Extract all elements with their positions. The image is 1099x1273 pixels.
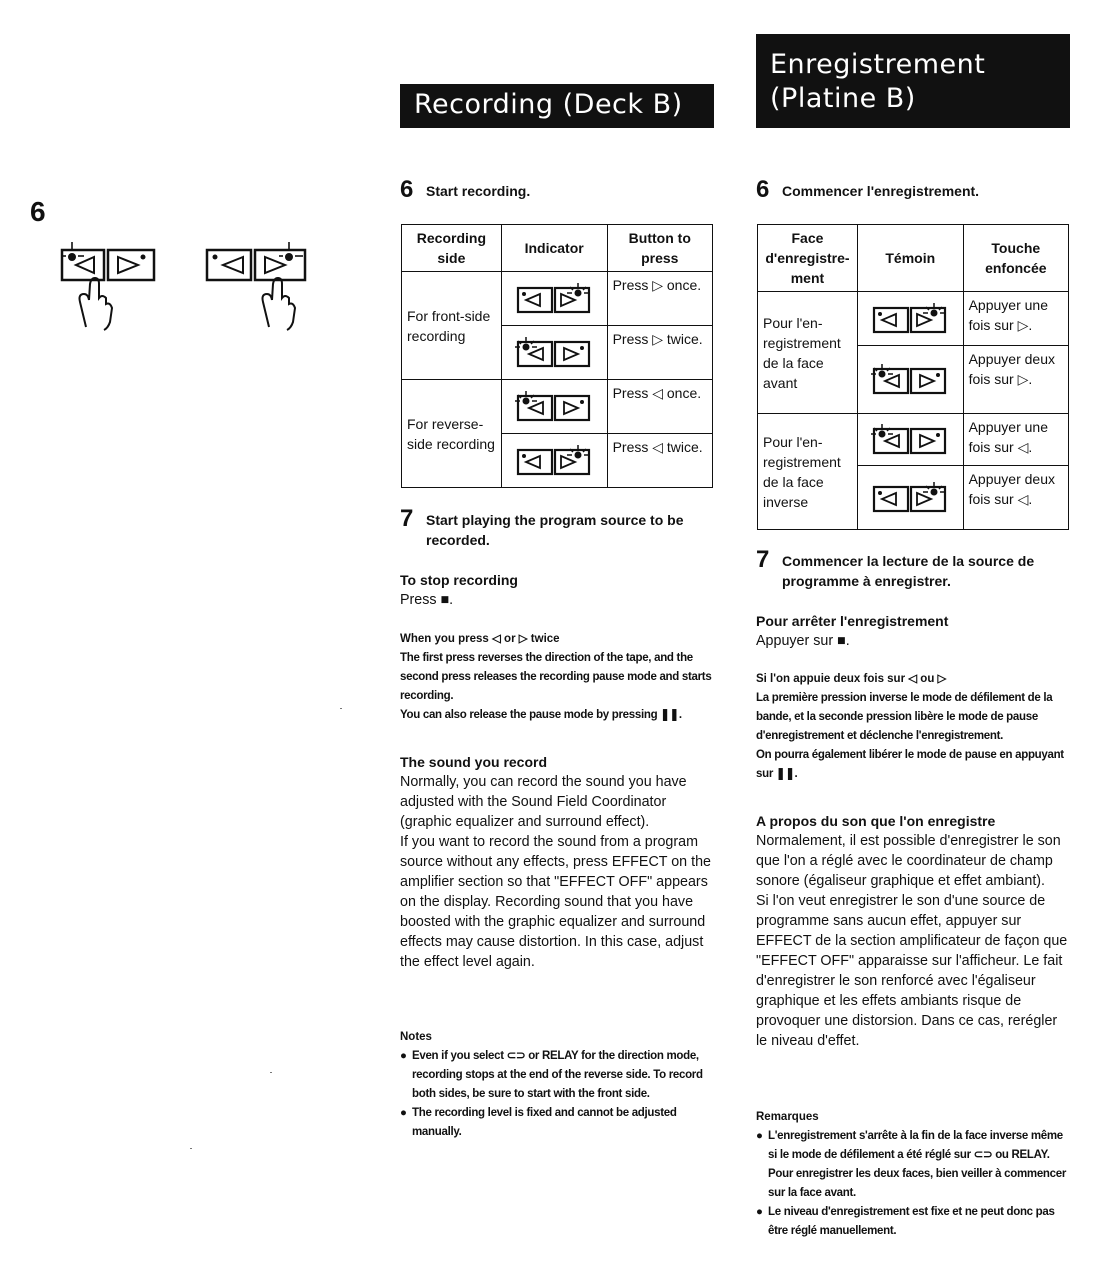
- bullet-icon: ●: [400, 1107, 407, 1119]
- notes-title-fr: Remarques: [756, 1111, 819, 1123]
- button-cell: Press ◁ twice.: [607, 434, 712, 488]
- twice-title: When you press ◁ or ▷ twice: [400, 633, 560, 645]
- page-title-en: Recording (Deck B): [400, 84, 714, 128]
- header-face: Face d'enregistre-ment: [758, 225, 858, 292]
- indicator-icon: [501, 272, 607, 326]
- sound-title: The sound you record: [400, 754, 548, 770]
- twice-text: The first press reverses the direction of the tape, and the second press releases the recording pause mode and starts recording.: [400, 652, 712, 702]
- deck-forward-illustration: [58, 232, 168, 332]
- sound-title-fr: A propos du son que l'on enregistre: [756, 813, 996, 829]
- step6-number-fr: 6: [756, 176, 770, 203]
- button-cell: Appuyer une fois sur ◁.: [963, 414, 1068, 466]
- step6-text: Start recording.: [426, 183, 531, 199]
- sound-paragraph-2-fr: Si l'on veut enregistrer le son d'une source de programme sans aucun effet, appuyer sur EFFECT de la section amplificateur de façon que "EFFECT OFF" apparaisse sur l'afficheur. Le fait d'enregistrer le son renforcé avec l'égaliseur graphique et les effets ambiants risque de provoquer une distorsion. Dans ce cas, rerégler le niveau d'effet.: [756, 893, 1068, 1049]
- twice-text-fr: La première pression inverse le mode de défilement de la bande, et la seconde pression libère le mode de pause d'enregistrement et déclenche l'enregistrement.: [756, 692, 1053, 742]
- step7-number: 7: [400, 505, 414, 532]
- note-item: L'enregistrement s'arrête à la fin de la face inverse même si le mode de défilement a été réglé sur ⊂⊃ ou RELAY. Pour enregistrer les deux faces, bien veiller à commencer sur la face avant.: [768, 1130, 1067, 1199]
- header-recording-side: Recording side: [402, 225, 502, 272]
- indicator-icon: [501, 434, 607, 488]
- step6-text-fr: Commencer l'enregistrement.: [782, 183, 980, 199]
- indicator-icon: [857, 414, 963, 466]
- stop-title-fr: Pour arrêter l'enregistrement: [756, 613, 949, 629]
- bullet-icon: ●: [756, 1206, 763, 1218]
- note-item: Even if you select ⊂⊃ or RELAY for the direction mode, recording stops at the end of the reverse side. To record both sides, be sure to start with the front side.: [412, 1050, 703, 1100]
- group-face-inverse: Pour l'en-registrement de la face inverse: [758, 414, 858, 530]
- recording-table-en: [401, 224, 713, 488]
- scan-mark: [340, 708, 342, 709]
- button-cell: Appuyer une fois sur ▷.: [963, 292, 1068, 346]
- group-front-side: For front-side recording: [402, 272, 502, 380]
- stop-text: Press ■.: [400, 592, 454, 608]
- notes-title: Notes: [400, 1031, 432, 1043]
- group-reverse-side: For reverse-side recording: [402, 380, 502, 488]
- page-title-fr-line1: Enregistrement: [770, 49, 986, 80]
- page-title-fr: [756, 34, 1070, 128]
- twice-text2: You can also release the pause mode by pressing ❚❚.: [400, 709, 682, 721]
- indicator-icon: [857, 292, 963, 346]
- header-temoin: Témoin: [857, 225, 963, 292]
- bullet-icon: ●: [756, 1130, 763, 1142]
- stop-text-fr: Appuyer sur ■.: [756, 633, 850, 649]
- step7-number-fr: 7: [756, 546, 770, 573]
- sound-paragraph-2: If you want to record the sound from a program source without any effects, press EFFECT on the amplifier section so that "EFFECT OFF" appears on the display. Recording sound that you have boosted with the graphic equalizer and surround effects may cause distortion. In this case, adjust the effect level again.: [400, 834, 711, 970]
- button-cell: Appuyer deux fois sur ◁.: [963, 466, 1068, 530]
- bullet-icon: ●: [400, 1050, 407, 1062]
- button-cell: Press ◁ once.: [607, 380, 712, 434]
- page-title-fr-line2: (Platine B): [770, 83, 916, 114]
- recording-table-fr: [757, 224, 1069, 530]
- twice-title-fr: Si l'on appuie deux fois sur ◁ ou ▷: [756, 673, 947, 685]
- note-item: The recording level is fixed and cannot be adjusted manually.: [412, 1107, 677, 1138]
- twice-text2-fr: On pourra également libérer le mode de pause en appuyant sur ❚❚.: [756, 749, 1064, 780]
- page-number: 6: [30, 196, 46, 227]
- step7-text-fr: Commencer la lecture de la source de programme à enregistrer.: [782, 553, 1035, 589]
- step7-text: Start playing the program source to be recorded.: [426, 512, 684, 548]
- button-cell: Appuyer deux fois sur ▷.: [963, 346, 1068, 414]
- group-face-avant: Pour l'en-registrement de la face avant: [758, 292, 858, 414]
- scan-mark: [270, 1072, 272, 1073]
- indicator-icon: [857, 466, 963, 530]
- indicator-icon: [501, 380, 607, 434]
- step6-number: 6: [400, 176, 414, 203]
- button-cell: Press ▷ twice.: [607, 326, 712, 380]
- indicator-icon: [501, 326, 607, 380]
- indicator-icon: [857, 346, 963, 414]
- deck-reverse-illustration: [205, 232, 315, 332]
- header-button: Button to press: [607, 225, 712, 272]
- button-cell: Press ▷ once.: [607, 272, 712, 326]
- scan-mark: [190, 1148, 192, 1149]
- stop-title: To stop recording: [400, 572, 518, 588]
- sound-paragraph-1: Normally, you can record the sound you have adjusted with the Sound Field Coordinator (graphic equalizer and surround effect).: [400, 774, 687, 830]
- sound-paragraph-1-fr: Normalement, il est possible d'enregistrer le son que l'on a réglé avec le coordinateur de champ sonore (égaliseur graphique et effet ambiant).: [756, 833, 1061, 889]
- header-indicator: Indicator: [501, 225, 607, 272]
- header-touche: Touche enfoncée: [963, 225, 1068, 292]
- note-item: Le niveau d'enregistrement est fixe et ne peut donc pas être réglé manuellement.: [768, 1206, 1055, 1237]
